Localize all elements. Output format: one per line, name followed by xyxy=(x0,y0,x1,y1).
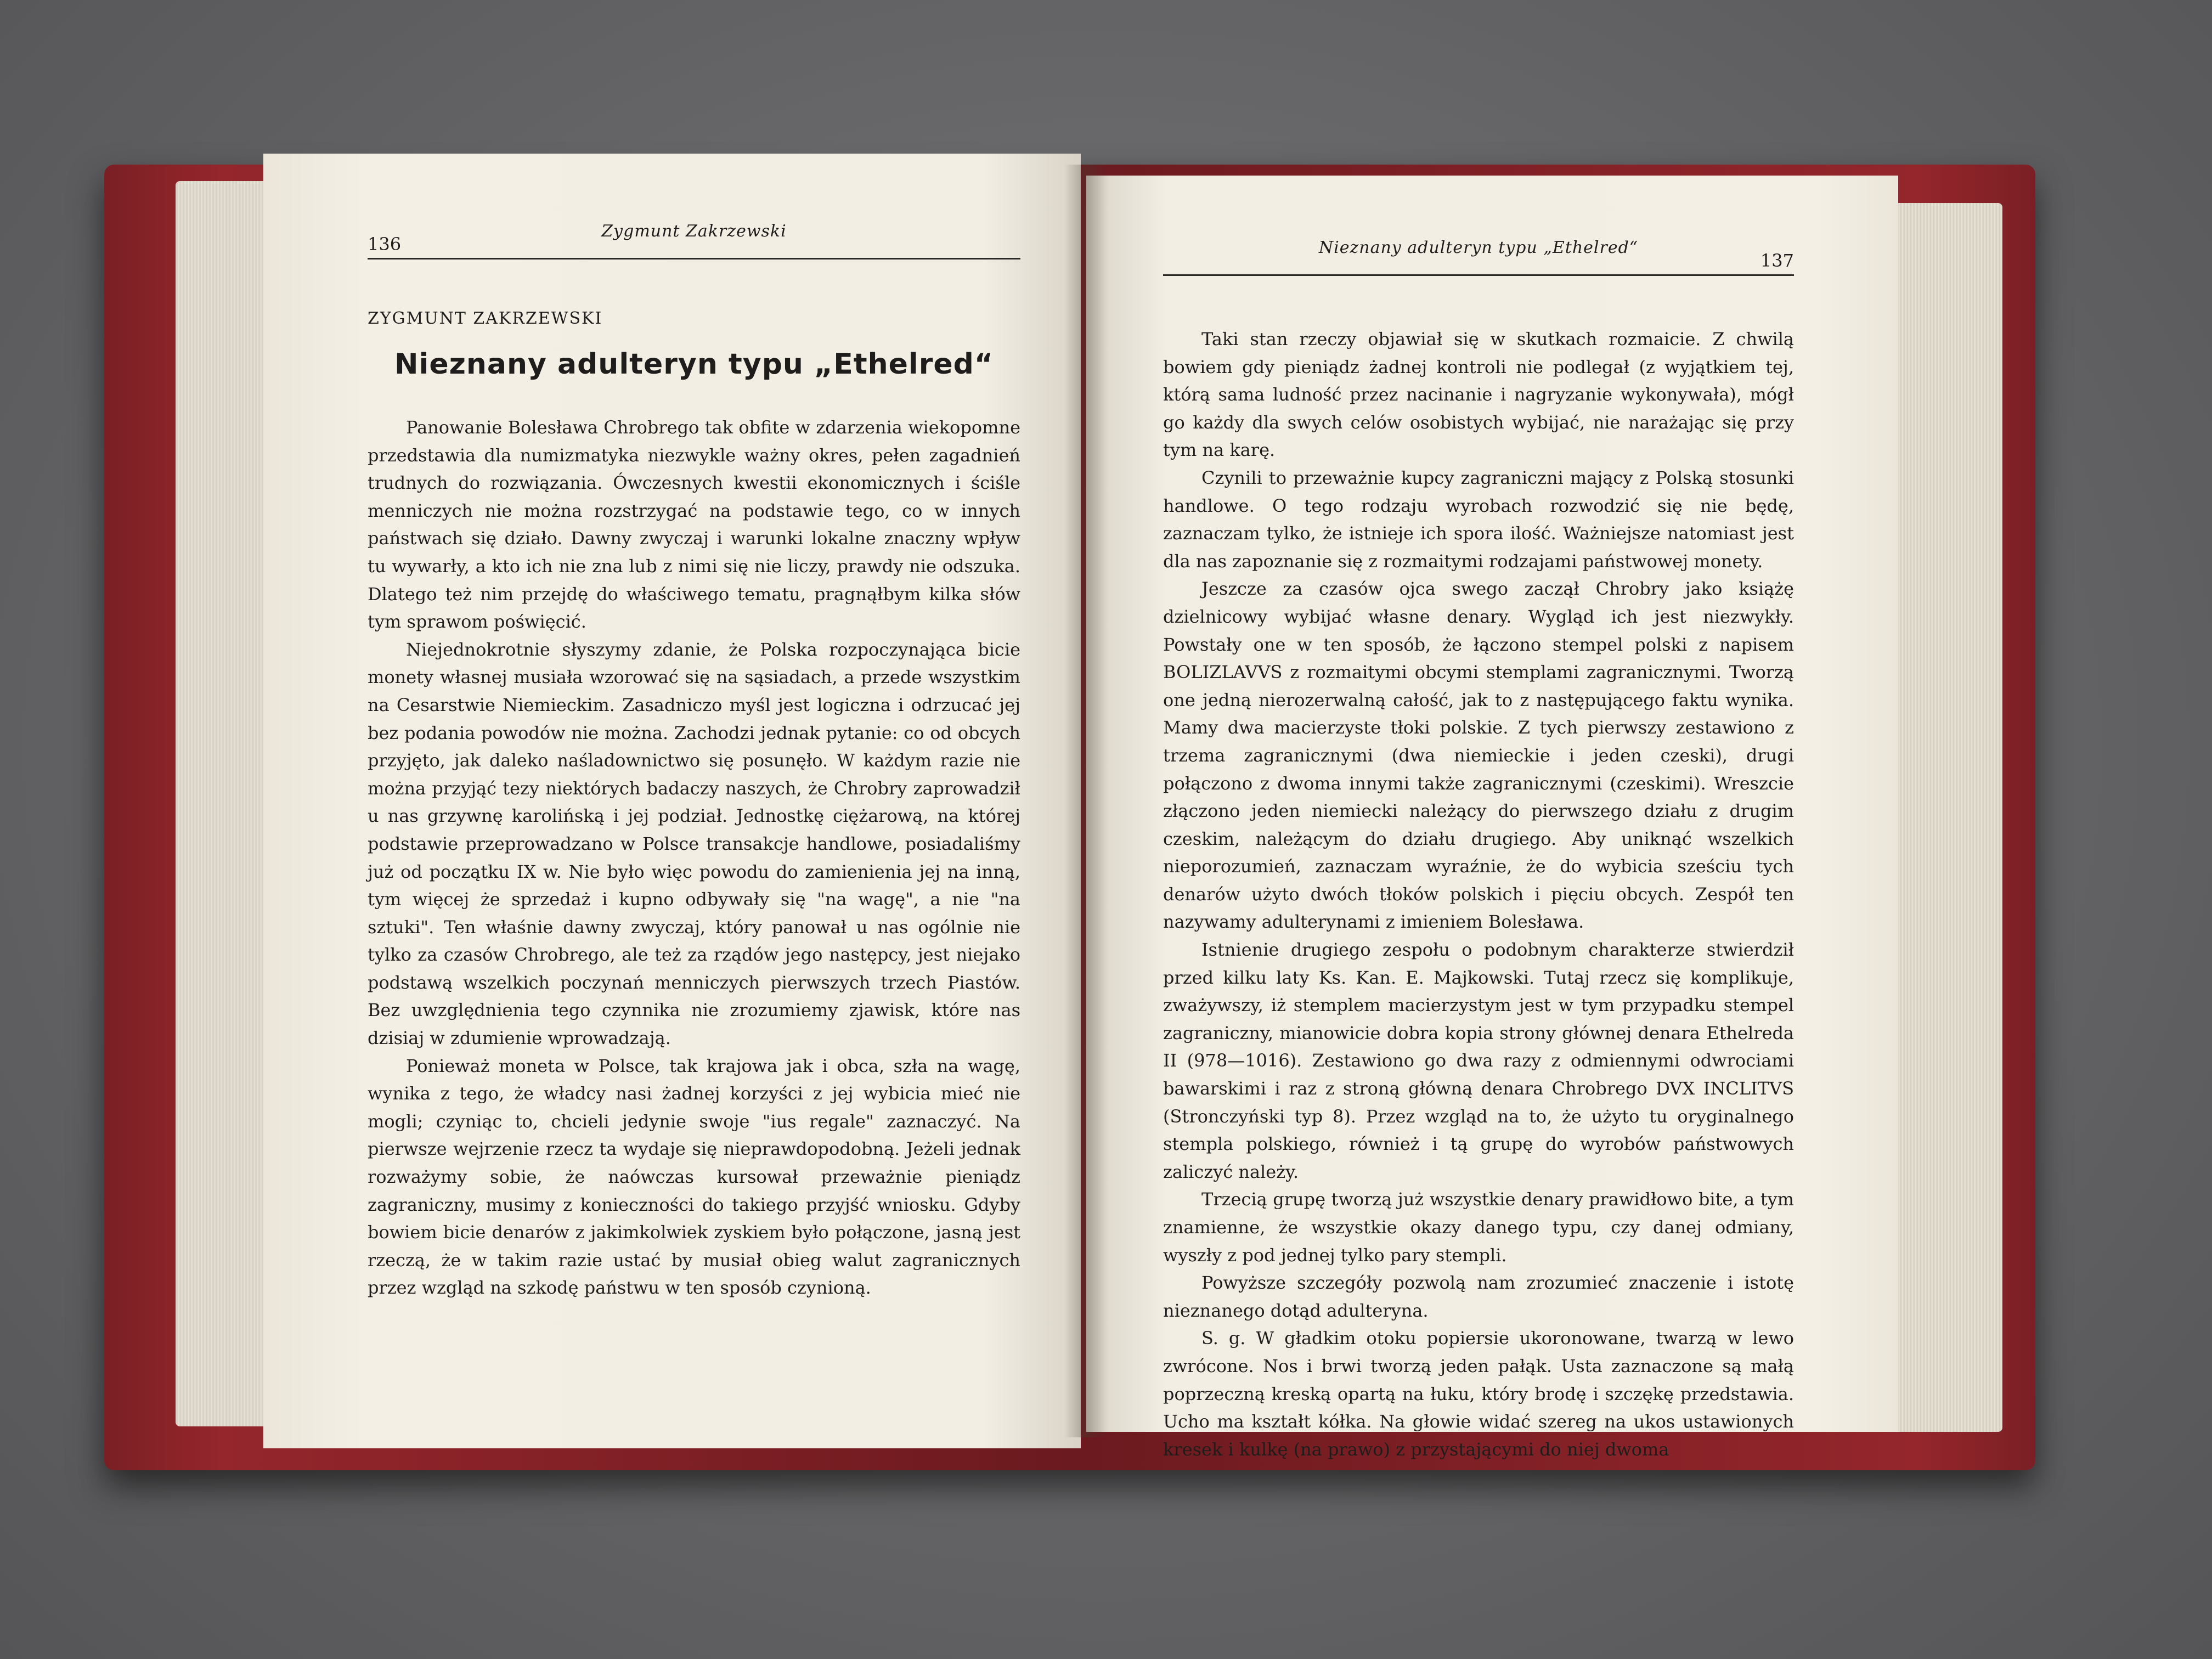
paragraph: Powyższe szczegóły pozwolą nam zrozumieć znaczenie i istotę nieznanego dotąd adulteryna. xyxy=(1163,1272,1794,1321)
paragraph: Trzecią grupę tworzą już wszystkie denary prawidłowo bite, a tym znamienne, że wszystkie okazy danego typu, czy danej odmiany, wyszły z pod jednej tylko pary stempli. xyxy=(1163,1189,1794,1266)
article-author: ZYGMUNT ZAKRZEWSKI xyxy=(368,309,603,328)
paragraph: Czynili to przeważnie kupcy zagraniczni mający z Polską stosunki handlowe. O tego rodzaju wyrobach rozwodzić się nie będę, zaznaczam tylko, że istnieje ich spora ilość. Ważniejsze natomiast jest dla nas zapoznanie się z rozmaitymi rodzajami państwowej monety. xyxy=(1163,467,1794,572)
paragraph: Taki stan rzeczy objawiał się w skutkach rozmaicie. Z chwilą bowiem gdy pieniądz żadnej kontroli nie podlegał (z wyjątkiem tej, którą sama ludność przez nacinanie i nagryzanie wykonywała), mógł go każdy dla swych celów osobistych wybijać, nie narażając się przy tym na karę. xyxy=(1163,329,1794,461)
paragraph: Niejednokrotnie słyszymy zdanie, że Polska rozpoczynająca bicie monety własnej musiała wzorować się na sąsiadach, a przede wszystkim na Cesarstwie Niemieckim. Zasadniczo myśl jest logiczna i odrzucać jej bez podania powodów nie można. Zachodzi jednak pytanie: co od obcych przyjęto, jak daleko naśladownictwo się posunęło. W każdym razie nie można przyjąć tezy niektórych badaczy naszych, że Chrobry zaprowadził u nas grzywnę karolińską i jej podział. Jednostkę ciężarową, na której podstawie przeprowadzano w Polsce transakcje handlowe, posiadaliśmy już od początku IX w. Nie było więc powodu do zamienienia jej na inną, tym więcej że sprzedaż i kupno odbywały się "na wagę", a nie "na sztuki". Ten właśnie dawny zwyczaj, który panował u nas ogólnie nie tylko za czasów Chrobrego, ale też za rządów jego następcy, jest niejako podstawą wszelkich poczynań menniczych pierwszych trzech Piastów. Bez uwzględnienia tego czynnika nie zrozumiemy zjawisk, które nas dzisiaj w zdumienie wprowadzają. xyxy=(368,639,1020,1049)
book-gutter xyxy=(1064,165,1108,1437)
paragraph: Istnienie drugiego zespołu o podobnym charakterze stwierdził przed kilku laty Ks. Kan. E. Majkowski. Tutaj rzecz się komplikuje, zważywszy, iż stemplem macierzystym jest w tym przypadku stempel zagraniczny, mianowicie dobra kopia strony głównej denara Ethelreda II (978—1016). Zestawiono go dwa razy z odmiennymi odwrociami bawarskimi i raz z stroną główną denara Chrobrego DVX INCLITVS (Stronczyński typ 8). Przez wzgląd na to, że użyto tu oryginalnego stempla polskiego, również i tą grupę do wyrobów państwowych zaliczyć należy. xyxy=(1163,939,1794,1182)
paragraph: Panowanie Bolesława Chrobrego tak obfite w zdarzenia wiekopomne przedstawia dla numizmatyka niezwykle ważny okres, pełen zagadnień trudnych do rozwiązania. Ówczesnych kwestii ekonomicznych i ściśle menniczych nie można rozstrzygać na podstawie tego, co w innych państwach się działo. Dawny zwyczaj i warunki lokalne znaczny wpływ tu wywarły, a kto ich nie zna lub z nimi się nie liczy, prawdy nie odszuka. Dlatego też nim przejdę do właściwego tematu, pragnąłbym kilka słów tym sprawom poświęcić. xyxy=(368,417,1020,633)
left-page xyxy=(263,154,1081,1448)
paragraph: Jeszcze za czasów ojca swego zaczął Chrobry jako książę dzielnicowy wybijać własne denary. Wygląd ich jest niezwykły. Powstały one w ten sposób, że łączono stempel polski z napisem BOLIZLAVVS z rozmaitymi obcymi stemplami zagranicznymi. Tworzą one jedną nierozerwalną całość, jak to z następującego faktu wynika. Mamy dwa macierzyste tłoki polskie. Z tych pierwszy zestawiono z trzema zagranicznymi (dwa niemieckie i jeden czeski), drugi połączono z dwoma innymi także zagranicznymi (czeskimi). Wreszcie złączono jeden niemiecki należący do pierwszego działu z drugim czeskim, należącym do działu drugiego. Aby uniknąć wszelkich nieporozumień, zaznaczam wyraźnie, że do wybicia sześciu tych denarów użyto dwóch tłoków polskich i pięciu obcych. Zespół ten nazywamy adulterynami z imieniem Bolesława. xyxy=(1163,578,1794,933)
right-page xyxy=(1086,176,1898,1460)
running-title: Zygmunt Zakrzewski xyxy=(601,222,787,241)
page-number: 136 xyxy=(368,234,402,255)
page-number: 137 xyxy=(1760,250,1794,271)
running-title: Nieznany adulteryn typu „Ethelred“ xyxy=(1318,238,1639,257)
article-title: Nieznany adulteryn typu „Ethelred“ xyxy=(394,348,994,381)
paragraph: S. g. W gładkim otoku popiersie ukoronowane, twarzą w lewo zwrócone. Nos i brwi tworzą jeden pałąk. Usta zaznaczone są małą poprzeczną kreską opartą na łuku, który brodę i szczękę przedstawia. Ucho ma kształt kółka. Na głowie widać szereg na ukos ustawionych kresek i kulkę (na prawo) z przystającymi do niej dwoma xyxy=(1163,1328,1794,1460)
paragraph: Ponieważ moneta w Polsce, tak krajowa jak i obca, szła na wagę, wynika z tego, że władcy nasi żadnej korzyści z jej wybicia mieć nie mogli; czyniąc to, chcieli jedynie swoje "ius regale" zaznaczyć. Na pierwsze wejrzenie rzecz ta wydaje się nieprawdopodobną. Jeżeli jednak rozważymy sobie, że naówczas kursował przeważnie pieniądz zagraniczny, musimy z konieczności do takiego przyjść wniosku. Gdyby bowiem bicie denarów z jakimkolwiek zyskiem było połączone, jasną jest rzeczą, że w takim razie ustać by musiał obieg walut zagranicznych przez wzgląd na szkodę państwu w ten sposób czynioną. xyxy=(368,1055,1020,1299)
right-page-header xyxy=(1163,230,1794,276)
left-page-header xyxy=(368,214,1020,259)
